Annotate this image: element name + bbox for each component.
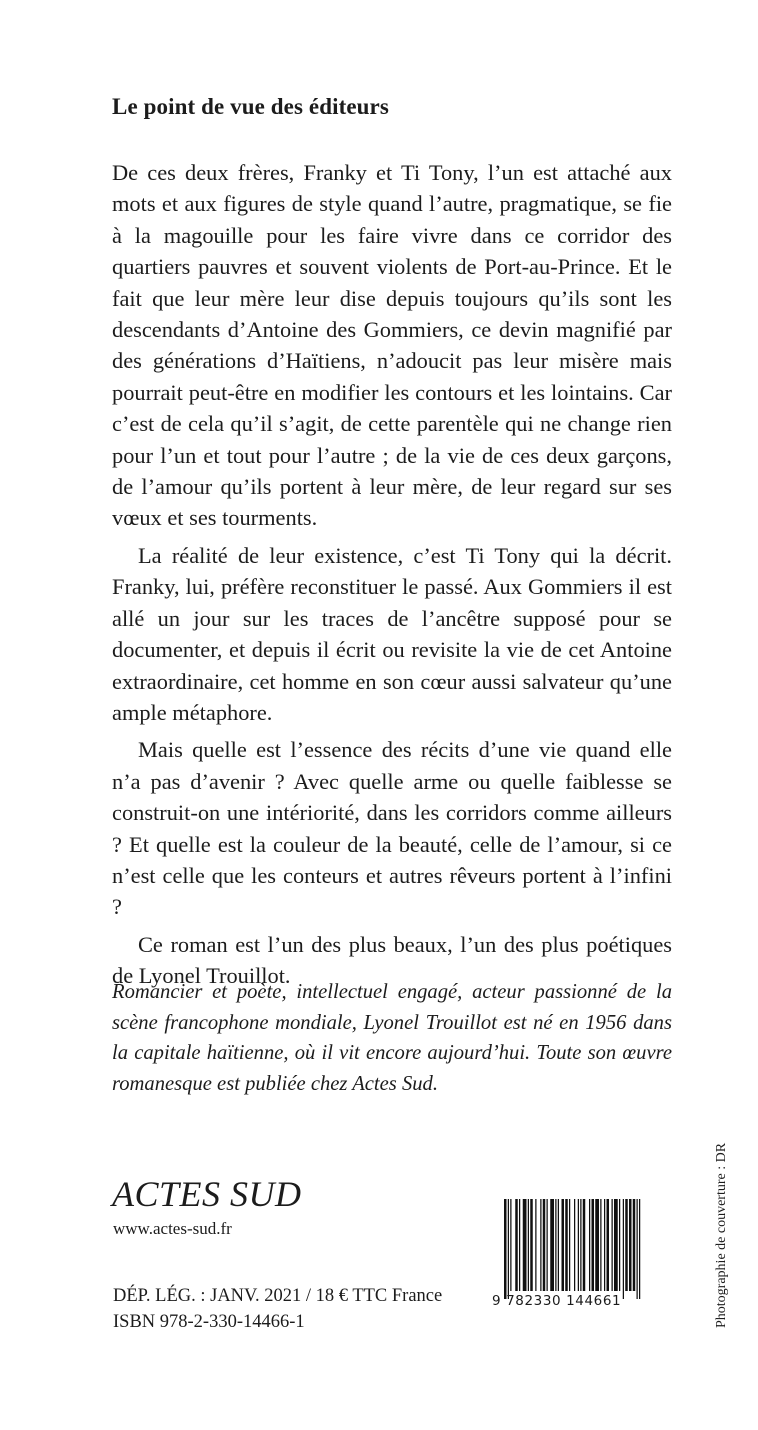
barcode-bar bbox=[589, 1199, 590, 1291]
barcode-bar bbox=[637, 1199, 638, 1299]
barcode-bar bbox=[540, 1199, 541, 1291]
barcode-bar bbox=[562, 1199, 565, 1291]
paragraph-3: Mais quelle est l’essence des récits d’une vie quand elle n’a pas d’avenir ? Avec quelle arme ou quelle faiblesse se construit-on une intériorité, dans les corridors comme ailleurs ? Et quelle est la couleur de la beauté, celle de l’amour, si ce n’est celle que les conteurs et autres rêveurs portent à l’infini ? bbox=[112, 737, 672, 920]
barcode-bar bbox=[550, 1199, 554, 1291]
barcode-bar bbox=[600, 1199, 601, 1291]
paragraph-2: La réalité de leur existence, c’est Ti Tony qui la décrit. Franky, lui, préfère reconstituer le passé. Aux Gommiers il est allé un jour sur les traces de l’ancêtre supposé pour se documenter, et depuis il écrit ou revisite la vie de cet Antoine extraordinaire, cet homme en son cœur aussi salvateur qu’une ample métaphore. bbox=[112, 542, 672, 725]
barcode-bar bbox=[639, 1199, 640, 1299]
barcode-bar bbox=[619, 1199, 620, 1291]
barcode-bar bbox=[508, 1199, 509, 1299]
barcode-bar bbox=[607, 1199, 610, 1291]
paragraph-1: De ces deux frères, Franky et Ti Tony, l’un est attaché aux mots et aux figures de style quand l’autre, pragmatique, se fie à la magouille pour les faire vivre dans ce corridor des quartiers pauvres et souvent violents de Port-au-Prince. Et le fait que leur mère leur dise depuis toujours qu’ils sont les descendants d’Antoine des Gommiers, ce devin magnifié par des générations d’Haïtiens, n’adoucit pas leur misère mais pourrait peut-être en modifier les contours et les lointains. Car c’est de cela qu’il s’agit, de cette parentèle qui ne change rien pour l’un et tout pour l’autre ; de la vie de ces deux garçons, de l’amour qu’ils portent à leur mère, de leur regard sur ses vœux et ses tourments. bbox=[112, 160, 672, 531]
barcode-bar bbox=[565, 1199, 568, 1291]
barcode-bar bbox=[612, 1199, 613, 1291]
barcode-bar bbox=[578, 1199, 579, 1291]
barcode-bar bbox=[604, 1199, 605, 1291]
barcode-bar bbox=[633, 1199, 636, 1291]
barcode-bar bbox=[510, 1199, 511, 1291]
barcode-bar bbox=[523, 1199, 527, 1291]
barcode-bar bbox=[595, 1199, 599, 1291]
barcode-bar bbox=[528, 1199, 529, 1291]
photo-credit: Photographie de couverture : DR bbox=[714, 1142, 729, 1328]
barcode-bar bbox=[555, 1199, 556, 1291]
barcode-bars bbox=[492, 1199, 644, 1299]
isbn: ISBN 978-2-330-14466-1 bbox=[113, 1312, 305, 1332]
barcode-bar bbox=[592, 1199, 595, 1291]
barcode-bar bbox=[519, 1199, 520, 1291]
barcode-bar bbox=[543, 1199, 546, 1291]
barcode-bar bbox=[535, 1199, 536, 1291]
barcode-bar bbox=[574, 1199, 575, 1291]
barcode-bar bbox=[515, 1199, 518, 1291]
paragraph-4: Ce roman est l’un des plus beaux, l’un des plus poétiques de Lyonel Trouillot. bbox=[112, 931, 672, 989]
barcode-bar bbox=[623, 1199, 624, 1299]
barcode-bar bbox=[547, 1199, 548, 1291]
publisher-logo: ACTES SUD bbox=[112, 1174, 302, 1214]
barcode-bar bbox=[530, 1199, 533, 1291]
legal-info bbox=[113, 1283, 442, 1335]
barcode-bar bbox=[569, 1199, 570, 1291]
barcode-bar bbox=[629, 1199, 632, 1291]
barcode bbox=[492, 1199, 644, 1315]
section-heading: Le point de vue des éditeurs bbox=[112, 94, 389, 119]
barcode-bar bbox=[583, 1199, 586, 1291]
barcode-digits: 9 782330 144661 bbox=[492, 1293, 622, 1309]
barcode-bar bbox=[504, 1199, 507, 1299]
barcode-bar bbox=[580, 1199, 581, 1291]
publisher-website: www.actes-sud.fr bbox=[113, 1219, 232, 1238]
barcode-bar bbox=[625, 1199, 628, 1291]
legal-deposit: DÉP. LÉG. : JANV. 2021 / 18 € TTC France bbox=[113, 1286, 443, 1306]
author-bio: Romancier et poète, intellectuel engagé, acteur passionné de la scène francophone mondiale, Lyonel Trouillot est né en 1956 dans la capitale haïtienne, où il vit encore aujourd’hui. Toute son œuvre romanesque est publiée chez Actes Sud. bbox=[112, 981, 672, 1095]
barcode-bar bbox=[558, 1199, 559, 1291]
synopsis bbox=[112, 157, 672, 998]
barcode-bar bbox=[614, 1199, 618, 1291]
